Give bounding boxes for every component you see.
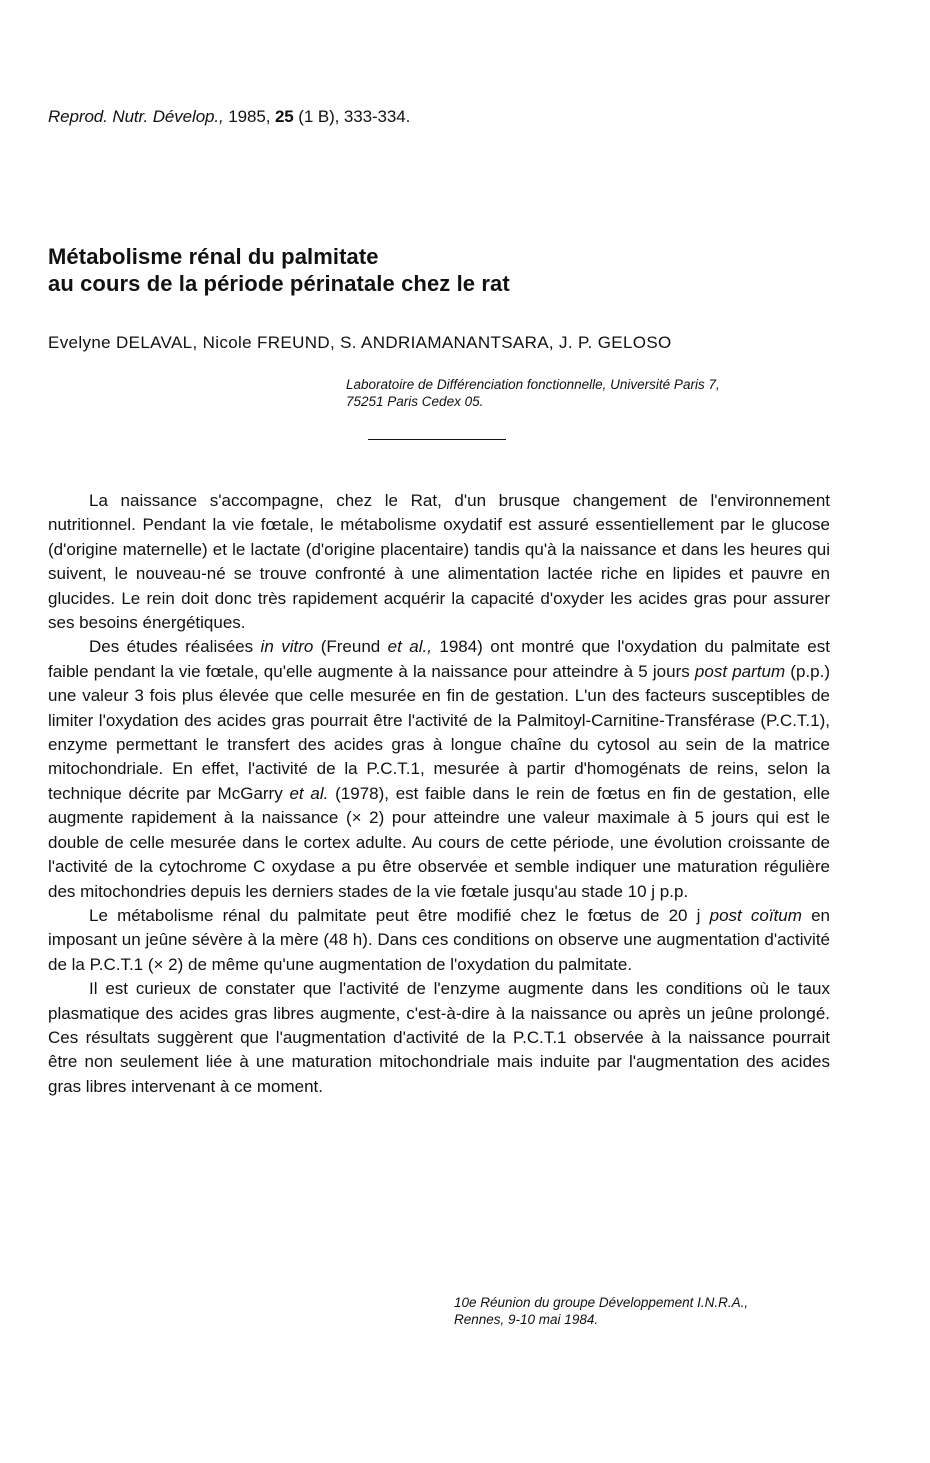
paragraph-2-text-5: (1978), est faible dans le rein de fœtus en fin de gestation, elle augmente rapidement à la naissance (× 2) pour atteindre une valeur maximale à 5 jours qui est le double de celle mesurée dans le cortex adulte. Au cours de cette période, une évolution croissante de l'activité de la cytochrome C oxydase a pu être observée et semble indiquer une maturation régulière des mitochondries depuis les derniers stades de la vie fœtale jusqu'au stade 10 j p.p. xyxy=(48,783,830,901)
citation-issue-pages: (1 B), 333-334. xyxy=(298,107,411,126)
paragraph-3-italic-1: post coïtum xyxy=(709,905,802,925)
affiliation-line-2: 75251 Paris Cedex 05. xyxy=(346,394,484,409)
paragraph-2-text-4: (p.p.) une valeur 3 fois plus élevée que celle mesurée en fin de gestation. L'un des facteurs susceptibles de limiter l'oxydation des acides gras pourrait être l'activité de la Palmitoyl-Carnitine-Transférase (P.C.T.1), enzyme permettant le transfert des acides gras à longue chaîne du cytosol au sein de la matrice mitochondriale. En effet, l'activité de la P.C.T.1, mesurée à partir d'homogénats de reins, selon la technique décrite par McGarry xyxy=(48,661,830,803)
paragraph-2-text-2: (Freund xyxy=(313,637,388,657)
conference-note xyxy=(454,1294,748,1328)
article-body xyxy=(48,489,830,1099)
paragraph-2-italic-4: et al. xyxy=(289,783,329,803)
paragraph-2-italic-1: in vitro xyxy=(260,637,314,657)
conference-line-1: 10e Réunion du groupe Développement I.N.R.A., xyxy=(454,1295,749,1310)
article-title-line-2: au cours de la période périnatale chez le rat xyxy=(48,271,510,296)
body-paragraph-3 xyxy=(48,904,830,977)
article-title xyxy=(48,243,868,297)
paragraph-2-text-3: 1984) ont montré que l'oxydation du palmitate est faible pendant la vie fœtale, qu'elle augmente à la naissance pour atteindre à 5 jours xyxy=(48,637,830,681)
journal-name: Reprod. Nutr. Dévelop., xyxy=(48,107,224,126)
citation-volume: 25 xyxy=(274,107,294,126)
conference-line-2: Rennes, 9-10 mai 1984. xyxy=(454,1312,599,1327)
paragraph-2-italic-2: et al., xyxy=(387,637,432,657)
paragraph-3-text-2: en imposant un jeûne sévère à la mère (48 h). Dans ces conditions on observe une augmentation d'activité de la P.C.T.1 (× 2) de même qu'une augmentation de l'oxydation du palmitate. xyxy=(48,905,830,974)
body-paragraph-4: Il est curieux de constater que l'activité de l'enzyme augmente dans les conditions où le taux plasmatique des acides gras libres augmente, c'est-à-dire à la naissance ou après un jeûne prolongé. Ces résultats suggèrent que l'augmentation d'activité de la P.C.T.1 observée à la naissance pourrait être non seulement liée à une maturation mitochondriale mais induite par l'augmentation des acides gras libres intervenant à ce moment. xyxy=(48,979,830,1096)
section-divider xyxy=(368,439,506,440)
affiliation-line-1: Laboratoire de Différenciation fonctionnelle, Université Paris 7, xyxy=(346,377,720,392)
affiliation xyxy=(346,376,720,410)
paragraph-2-italic-3: post partum xyxy=(694,661,786,681)
paragraph-2-text-1: Des études réalisées xyxy=(89,637,261,657)
citation-year: 1985, xyxy=(228,107,271,126)
body-paragraph-1: La naissance s'accompagne, chez le Rat, d'un brusque changement de l'environnement nutritionnel. Pendant la vie fœtale, le métabolisme oxydatif est assuré essentiellement par le glucose (d'origine maternelle) et le lactate (d'origine placentaire) tandis qu'à la naissance et dans les heures qui suivent, le nouveau-né se trouve confronté à une alimentation lactée riche en lipides et pauvre en glucides. Le rein doit donc très rapidement acquérir la capacité d'oxyder les acides gras pour assurer ses besoins énergétiques. xyxy=(48,491,830,633)
article-title-line-1: Métabolisme rénal du palmitate xyxy=(48,244,379,269)
body-paragraph-2 xyxy=(48,635,830,903)
journal-citation xyxy=(48,106,410,128)
paragraph-3-text-1: Le métabolisme rénal du palmitate peut être modifié chez le fœtus de 20 j xyxy=(89,905,710,925)
author-list: Evelyne DELAVAL, Nicole FREUND, S. ANDRIAMANANTSARA, J. P. GELOSO xyxy=(48,333,672,352)
